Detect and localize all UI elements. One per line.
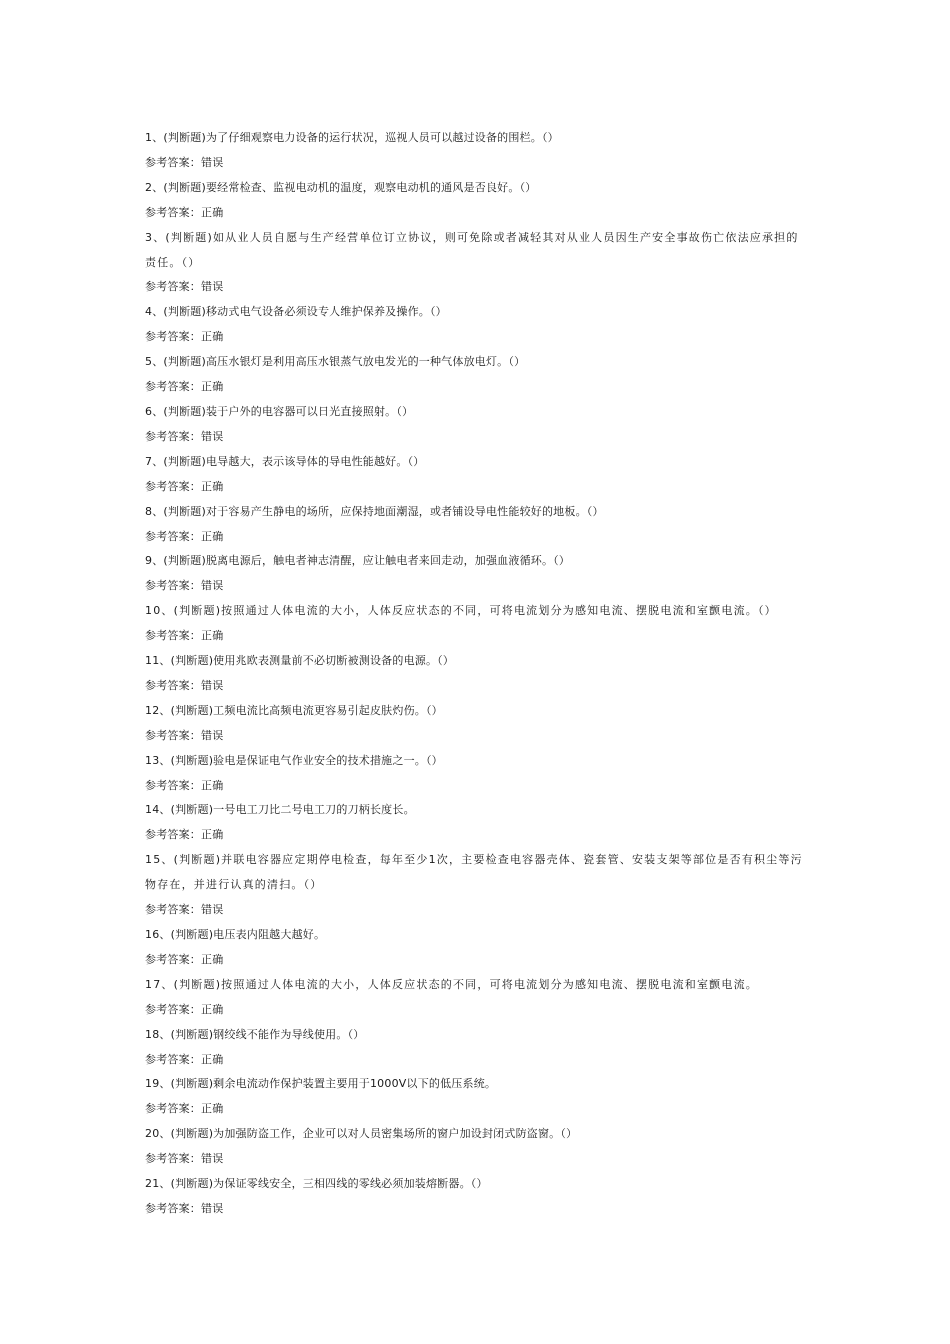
answer-line — [145, 151, 810, 176]
question-text: 5、(判断题)高压水银灯是利用高压水银蒸气放电发光的一种气体放电灯。（） — [145, 355, 526, 369]
answer-value: 错误 — [201, 1201, 224, 1215]
question-text: 12、(判断题)工频电流比高频电流更容易引起皮肤灼伤。（） — [145, 703, 443, 717]
question-text: 2、(判断题)要经常检查、监视电动机的温度，观察电动机的通风是否良好。（） — [145, 180, 537, 194]
answer-label: 参考答案： — [145, 479, 201, 493]
answer-value: 正确 — [201, 1002, 224, 1016]
answer-label: 参考答案： — [145, 1052, 201, 1066]
answer-line — [145, 948, 810, 973]
answer-label: 参考答案： — [145, 778, 201, 792]
answer-line — [145, 475, 810, 500]
question-text: 14、(判断题)一号电工刀比二号电工刀的刀柄长度长。 — [145, 803, 415, 817]
answer-label: 参考答案： — [145, 828, 201, 842]
question-text: 1、(判断题)为了仔细观察电力设备的运行状况，巡视人员可以越过设备的围栏。（） — [145, 131, 559, 144]
question-text: 6、(判断题)装于户外的电容器可以日光直接照射。（） — [145, 404, 414, 418]
answer-label: 参考答案： — [145, 529, 201, 543]
answer-value: 错误 — [201, 280, 224, 294]
answer-line — [145, 325, 810, 350]
question-text: 20、(判断题)为加强防盗工作，企业可以对人员密集场所的窗户加设封闭式防盗窗。（） — [145, 1127, 578, 1141]
answer-value: 错误 — [201, 1152, 224, 1166]
answer-line — [145, 201, 810, 226]
answer-value: 错误 — [201, 678, 224, 692]
answer-label: 参考答案： — [145, 155, 201, 169]
question-text: 17、(判断题)按照通过人体电流的大小，人体反应状态的不同，可将电流划分为感知电流、摆脱电流和室颤电流。 — [145, 977, 758, 991]
answer-label: 参考答案： — [145, 678, 201, 692]
answer-label: 参考答案： — [145, 429, 201, 443]
question-text: 13、(判断题)验电是保证电气作业安全的技术措施之一。（） — [145, 753, 443, 767]
question-text: 4、(判断题)移动式电气设备必须设专人维护保养及操作。（） — [145, 305, 447, 319]
answer-value: 正确 — [201, 380, 224, 394]
question-text: 11、(判断题)使用兆欧表测量前不必切断被测设备的电源。（） — [145, 654, 455, 668]
answer-label: 参考答案： — [145, 903, 201, 917]
answer-value: 正确 — [201, 330, 224, 344]
answer-value: 错误 — [201, 429, 224, 443]
answer-line — [145, 1097, 810, 1122]
answer-label: 参考答案： — [145, 205, 201, 219]
answer-label: 参考答案： — [145, 629, 201, 643]
answer-line — [145, 774, 810, 799]
answer-line — [145, 998, 810, 1023]
answer-value: 正确 — [201, 629, 224, 643]
question-text: 9、(判断题)脱离电源后，触电者神志清醒，应让触电者来回走动，加强血液循环。（） — [145, 554, 571, 568]
answer-value: 正确 — [201, 1102, 224, 1116]
answer-value: 错误 — [201, 728, 224, 742]
answer-line — [145, 823, 810, 848]
question-text: 15、(判断题)并联电容器应定期停电检查，每年至少1次，主要检查电容器壳体、瓷套管、安装支架等部位是否有积尘等污物存在，并进行认真的清扫。（） — [145, 853, 803, 892]
answer-line — [145, 425, 810, 450]
answer-value: 错误 — [201, 903, 224, 917]
answer-line — [145, 574, 810, 599]
answer-line — [145, 724, 810, 749]
question-list — [145, 126, 810, 1222]
answer-value: 正确 — [201, 952, 224, 966]
answer-label: 参考答案： — [145, 952, 201, 966]
answer-label: 参考答案： — [145, 579, 201, 593]
answer-value: 正确 — [201, 1052, 224, 1066]
answer-label: 参考答案： — [145, 1152, 201, 1166]
answer-line — [145, 898, 810, 923]
question-text: 10、(判断题)按照通过人体电流的大小，人体反应状态的不同，可将电流划分为感知电流、摆脱电流和室颤电流。（） — [145, 604, 777, 618]
answer-value: 正确 — [201, 479, 224, 493]
answer-value: 正确 — [201, 205, 224, 219]
answer-line — [145, 1048, 810, 1073]
answer-label: 参考答案： — [145, 728, 201, 742]
answer-label: 参考答案： — [145, 1102, 201, 1116]
answer-line — [145, 275, 810, 300]
answer-line — [145, 375, 810, 400]
answer-label: 参考答案： — [145, 280, 201, 294]
question-text: 19、(判断题)剩余电流动作保护装置主要用于1000V以下的低压系统。 — [145, 1077, 497, 1091]
answer-value: 错误 — [201, 579, 224, 593]
question-text: 21、(判断题)为保证零线安全，三相四线的零线必须加装熔断器。（） — [145, 1177, 488, 1191]
answer-value: 正确 — [201, 529, 224, 543]
answer-value: 正确 — [201, 828, 224, 842]
answer-value: 错误 — [201, 155, 224, 169]
question-text: 16、(判断题)电压表内阻越大越好。 — [145, 928, 326, 941]
answer-line — [145, 624, 810, 649]
question-text: 7、(判断题)电导越大，表示该导体的导电性能越好。（） — [145, 454, 425, 468]
answer-line — [145, 1147, 810, 1172]
answer-line — [145, 1197, 810, 1222]
answer-label: 参考答案： — [145, 330, 201, 344]
answer-line — [145, 525, 810, 550]
question-text: 3、(判断题)如从业人员自愿与生产经营单位订立协议，则可免除或者减轻其对从业人员因生产安全事故伤亡依法应承担的责任。（） — [145, 230, 799, 269]
question-text: 18、(判断题)钢绞线不能作为导线使用。（） — [145, 1027, 365, 1041]
question-text: 8、(判断题)对于容易产生静电的场所，应保持地面潮湿，或者铺设导电性能较好的地板。（） — [145, 504, 604, 518]
answer-value: 正确 — [201, 778, 224, 792]
answer-label: 参考答案： — [145, 1002, 201, 1016]
answer-label: 参考答案： — [145, 1201, 201, 1215]
answer-label: 参考答案： — [145, 380, 201, 394]
answer-line — [145, 674, 810, 699]
